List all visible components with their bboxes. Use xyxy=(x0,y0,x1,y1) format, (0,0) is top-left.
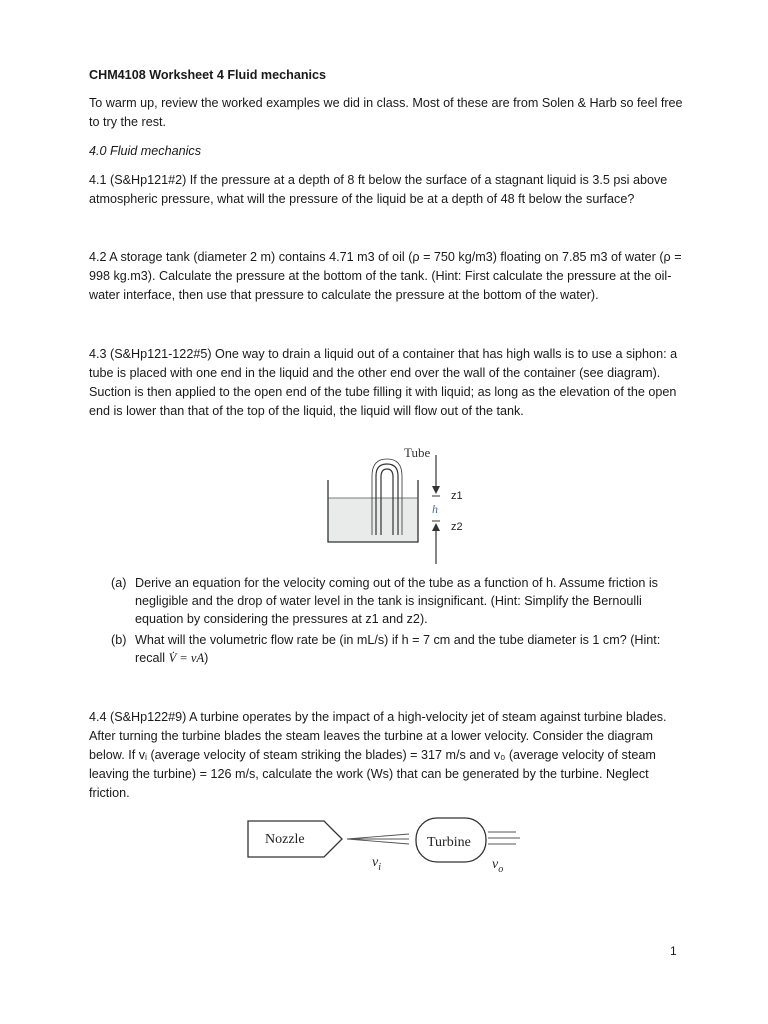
turbine-diagram xyxy=(244,814,524,878)
list-label-a: (a) xyxy=(111,576,127,590)
tank-liquid xyxy=(328,498,418,542)
question-4-1: 4.1 (S&Hp121#2) If the pressure at a depth of 8 ft below the surface of a stagnant liquid is 3.5 psi above atmospheric pressure, what will the pressure of the liquid be at a depth of 48 ft below the surface? xyxy=(89,173,668,206)
siphon-diagram xyxy=(318,440,478,572)
question-4-3b-text: What will the volumetric flow rate be (in mL/s) if h = 7 cm and the tube diameter is 1 cm? (Hint: recall xyxy=(135,633,661,665)
z2-label: z2 xyxy=(451,521,463,533)
question-4-4: 4.4 (S&Hp122#9) A turbine operates by the impact of a high-velocity jet of steam against turbine blades. After turning the turbine blades the steam leaves the turbine at a lower velocity. Consider the diagram below. If vᵢ (average velocity of steam striking the blades) = 317 m/s and v₀ (average velocity of steam leaving the turbine) = 126 m/s, calculate the work (Ws) that can be generated by the turbine. Neglect friction. xyxy=(89,710,667,800)
question-4-3: 4.3 (S&Hp121-122#5) One way to drain a liquid out of a container that has high walls is to use a siphon: a tube is placed with one end in the liquid and the other end over the wall of the container (see diagram). Suction is then applied to the open end of the tube filling it with liquid; as long as the elevation of the open end is lower than that of the top of the liquid, the liquid will flow out of the tank. xyxy=(89,347,678,418)
section-heading: 4.0 Fluid mechanics xyxy=(89,144,201,158)
intro-paragraph: To warm up, review the worked examples we did in class. Most of these are from Solen & Harb so feel free to try the rest. xyxy=(89,96,683,129)
z1-label: z1 xyxy=(451,490,463,502)
question-4-3a: Derive an equation for the velocity coming out of the tube as a function of h. Assume friction is negligible and the drop of water level in the tank is insignificant. (Hint: Simplify the Bernoulli equation by considering the pressures at z1 and z2). xyxy=(135,576,658,626)
nozzle-label: Nozzle xyxy=(265,832,305,847)
question-4-2: 4.2 A storage tank (diameter 2 m) contains 4.71 m3 of oil (ρ = 750 kg/m3) floating on 7.85 m3 of water (ρ = 998 kg.m3). Calculate the pressure at the bottom of the tank. (Hint: First calculate the pressure at the oil-water interface, then use that pressure to calculate the pressure at the bottom of the water). xyxy=(89,250,682,302)
turbine-label: Turbine xyxy=(427,835,471,850)
vi-label: $v_i$ xyxy=(372,855,381,873)
worksheet-title: CHM4108 Worksheet 4 Fluid mechanics xyxy=(89,68,327,82)
flow-rate-formula: V̇ = vA xyxy=(168,651,205,665)
page-number: 1 xyxy=(670,944,677,958)
vo-label: $v_o$ xyxy=(492,857,504,875)
tube-label: Tube xyxy=(404,445,431,460)
list-label-b: (b) xyxy=(111,633,127,647)
down-arrow-icon xyxy=(432,486,440,494)
h-label: h xyxy=(432,502,438,516)
question-4-3b xyxy=(135,631,683,667)
question-4-3b-end: ) xyxy=(204,651,209,665)
